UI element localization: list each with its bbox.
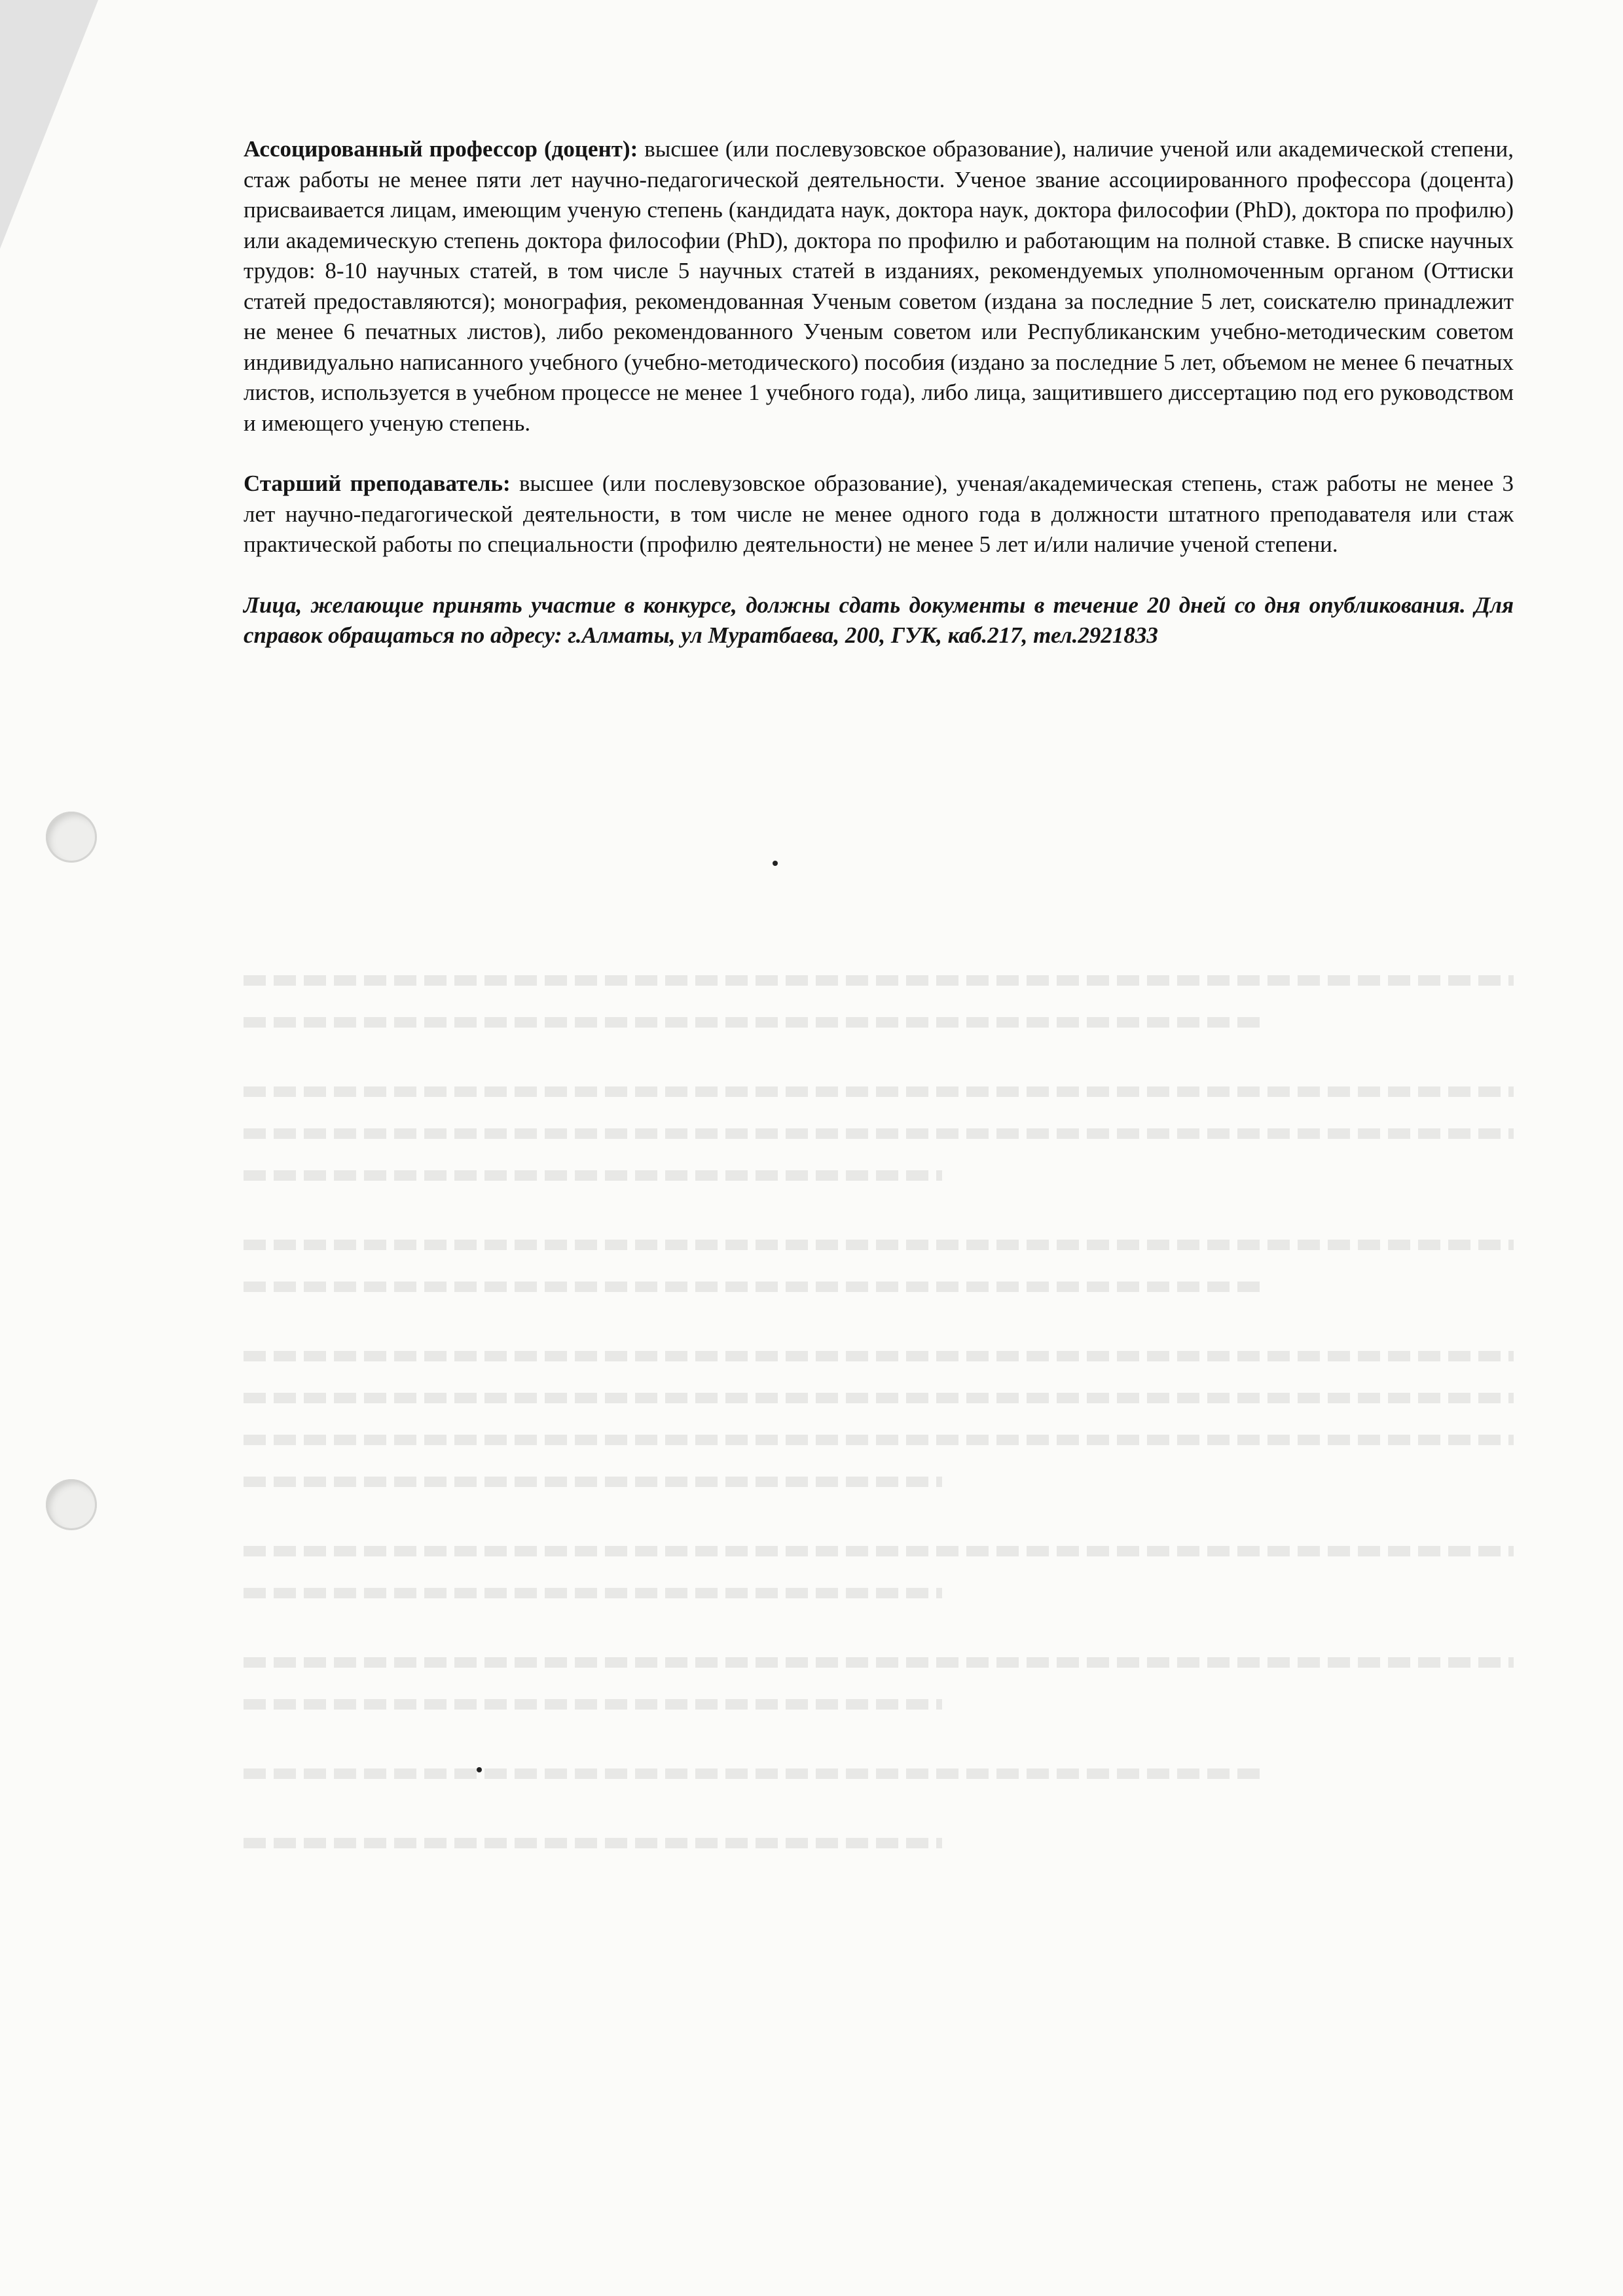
document-body xyxy=(244,134,1514,651)
folded-page-corner xyxy=(0,0,98,249)
scan-speck xyxy=(773,861,778,866)
punch-hole xyxy=(46,1479,97,1530)
scan-speck xyxy=(477,1767,482,1772)
show-through-text xyxy=(244,975,1514,2088)
associate-professor-term: Ассоцированный профессор (доцент): xyxy=(244,136,638,162)
associate-professor-requirements xyxy=(244,134,1514,439)
senior-lecturer-requirements xyxy=(244,469,1514,560)
application-notice: Лица, желающие принять участие в конкурсе, должны сдать документы в течение 20 дней со дня опубликования. Для справок обращаться по адресу: г.Алматы, ул Муратбаева, 200, ГУК, каб.217, тел.2921833 xyxy=(244,592,1514,648)
associate-professor-text: высшее (или послевузовское образование), наличие ученой или академической степени, стаж работы не менее пяти лет научно-педагогической деятельности. Ученое звание ассоциированного профессора (доцента) присваивается лицам, имеющим ученую степень (кандидата наук, доктора наук, доктора философии (PhD), доктора по профилю) или академическую степень доктора философии (PhD), доктора по профилю и работающим на полной ставке. В списке научных трудов: 8-10 научных статей, в том числе 5 научных статей в изданиях, рекомендуемых уполномоченным органом (Оттиски статей предоставляются); монография, рекомендованная Ученым советом (издана за последние 5 лет, соискателю принадлежит не менее 6 печатных листов), либо рекомендованного Ученым советом или Республиканским учебно-методическим советом индивидуально написанного учебного (учебно-методического) пособия (издано за последние 5 лет, объемом не менее 6 печатных листов, используется в учебном процессе не менее 1 учебного года), либо лица, защитившего диссертацию под его руководством и имеющего ученую степень. xyxy=(244,136,1514,436)
senior-lecturer-text: высшее (или послевузовское образование), ученая/академическая степень, стаж работы не менее 3 лет научно-педагогической деятельности, в том числе не менее одного года в должности штатного преподавателя или стаж практической работы по специальности (профилю деятельности) не менее 5 лет и/или наличие ученой степени. xyxy=(244,471,1514,557)
punch-hole xyxy=(46,812,97,863)
senior-lecturer-term: Старший преподаватель: xyxy=(244,471,511,496)
